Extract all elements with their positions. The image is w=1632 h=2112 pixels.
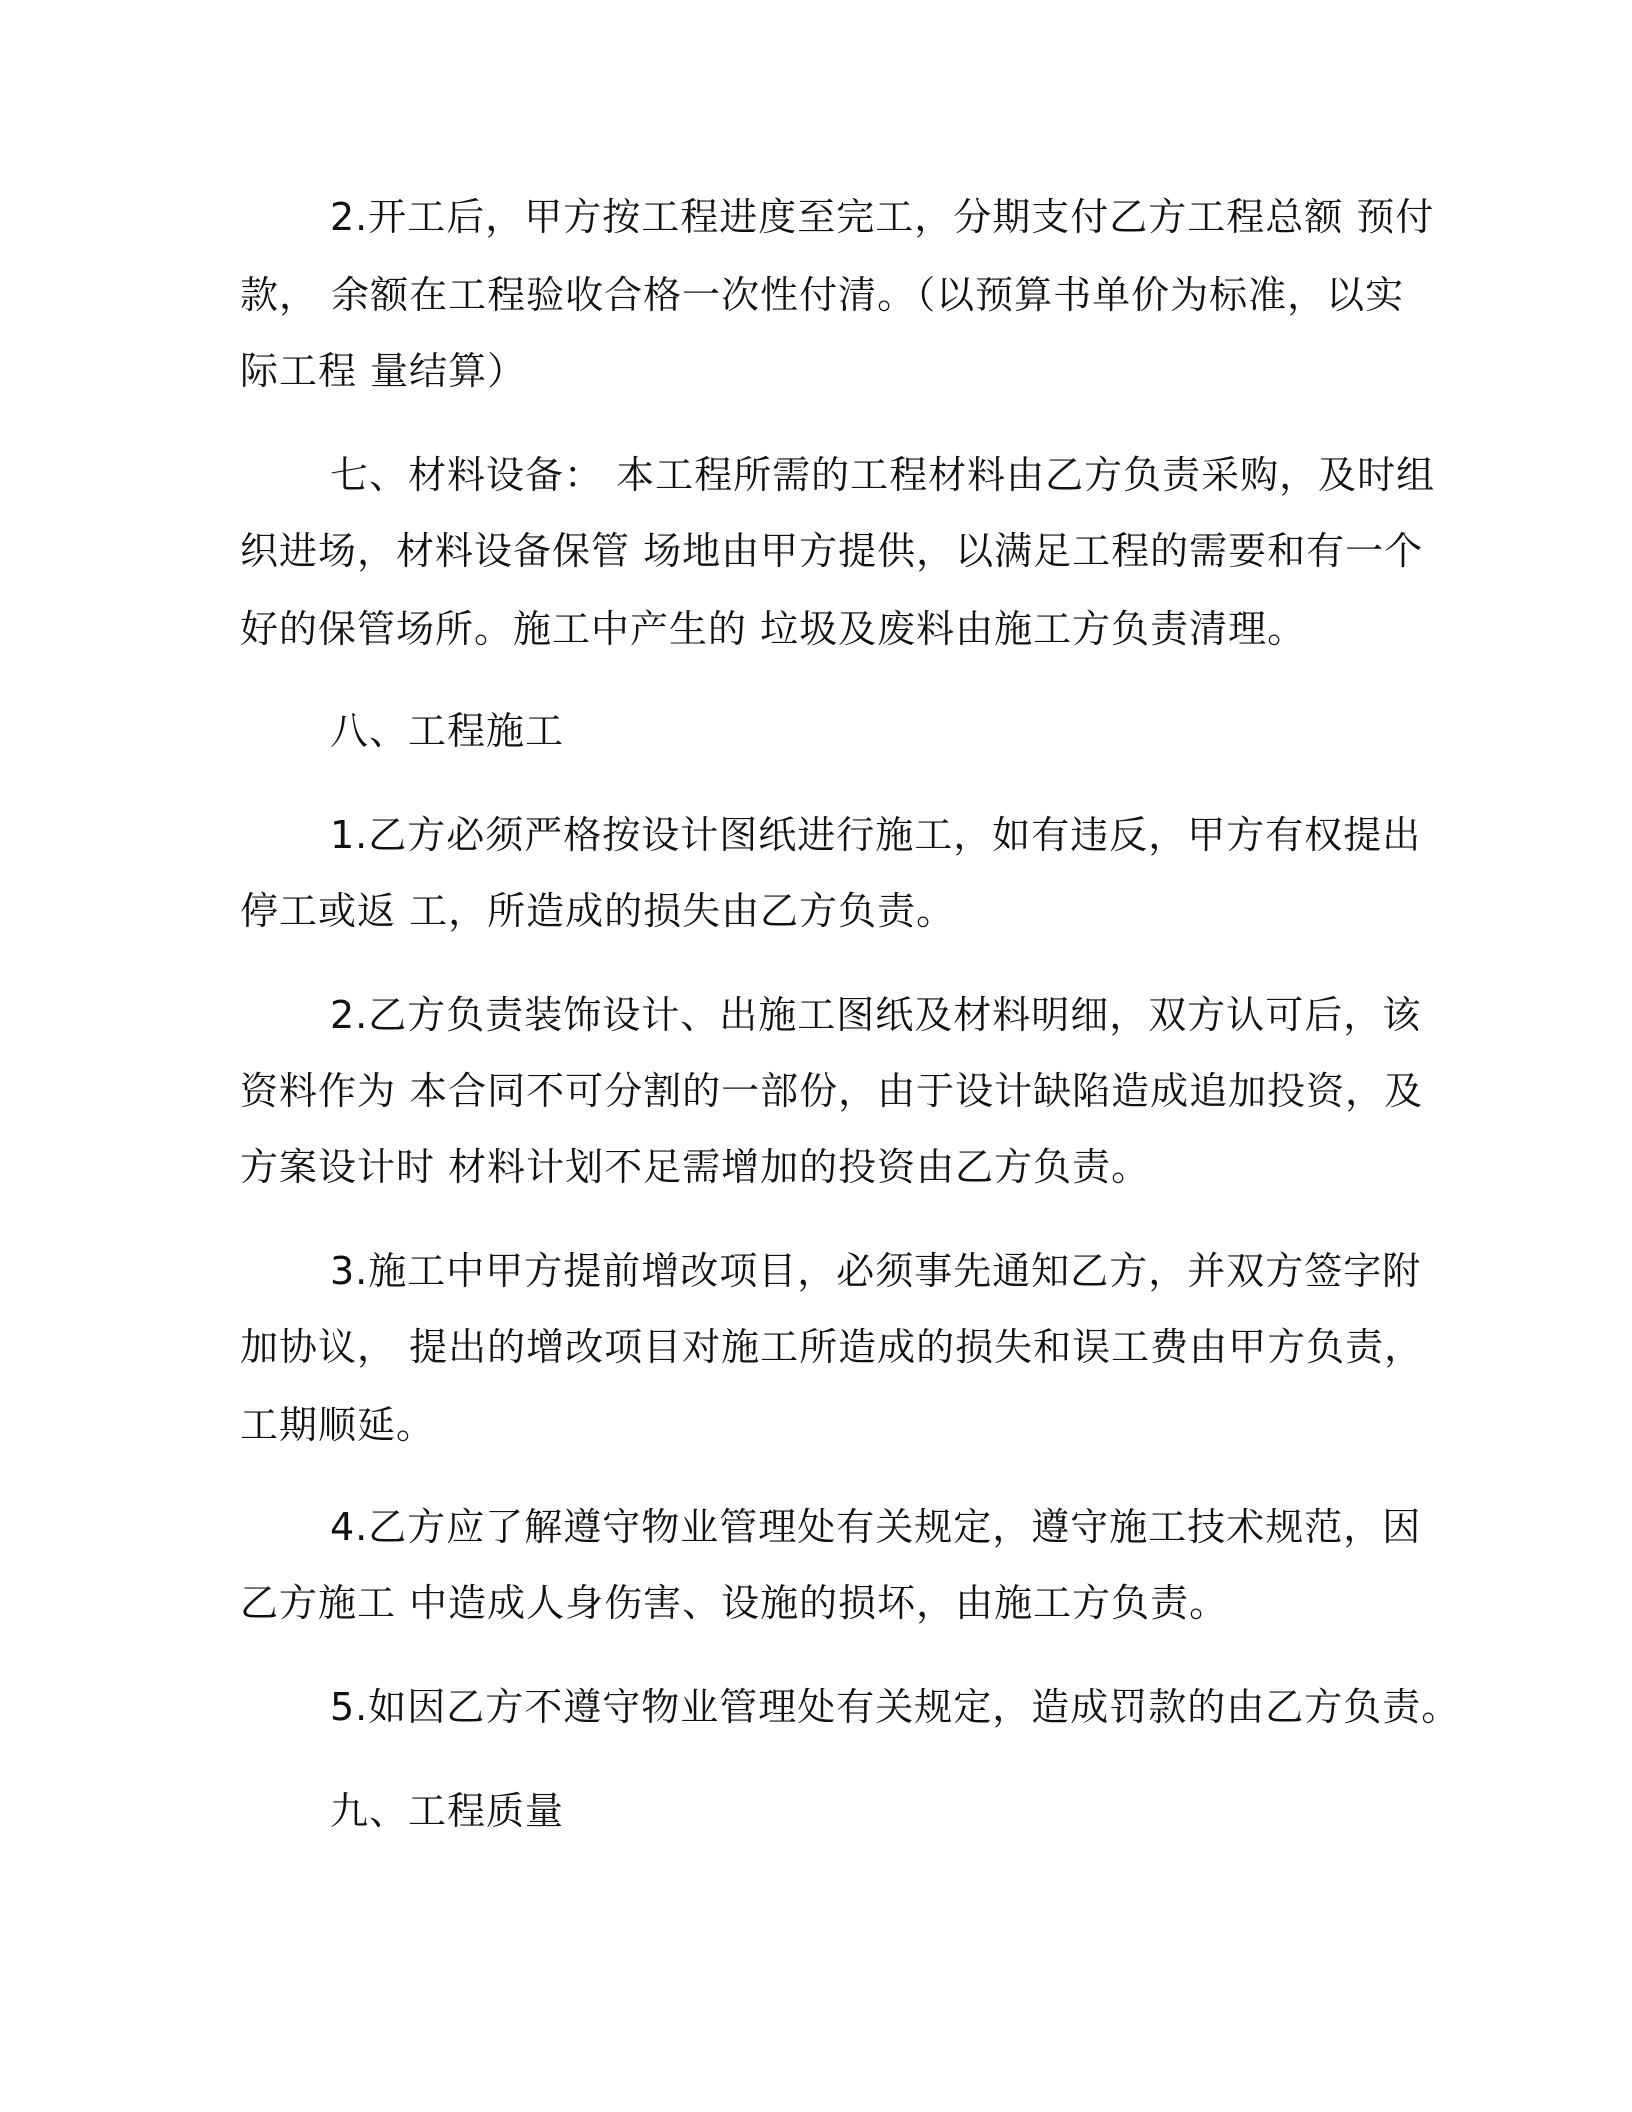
- text-line: 款， 余额在工程验收合格一次性付清。（以预算书单价为标准，以实: [240, 273, 1405, 317]
- text-line: 3.施工中甲方提前增改项目，必须事先通知乙方，并双方签字附: [330, 1249, 1422, 1293]
- text-line: 好的保管场所。施工中产生的 垃圾及废料由施工方负责清理。: [240, 607, 1307, 651]
- text-line: 1.乙方必须严格按设计图纸进行施工，如有违反，甲方有权提出: [330, 813, 1422, 857]
- text-line: 4.乙方应了解遵守物业管理处有关规定，遵守施工技术规范，因: [330, 1505, 1422, 1549]
- text-line: 资料作为 本合同不可分割的一部份，由于设计缺陷造成追加投资，及: [240, 1069, 1424, 1113]
- section-heading: 九、工程质量: [330, 1789, 565, 1833]
- text-line: 际工程 量结算）: [240, 349, 527, 393]
- text-line: 停工或返 工，所造成的损失由乙方负责。: [240, 889, 956, 933]
- text-line: 加协议， 提出的增改项目对施工所造成的损失和误工费由甲方负责，: [240, 1325, 1424, 1369]
- text-line: 2.乙方负责装饰设计、出施工图纸及材料明细，双方认可后，该: [330, 993, 1422, 1037]
- text-line: 5.如因乙方不遵守物业管理处有关规定，造成罚款的由乙方负责。: [330, 1685, 1461, 1729]
- text-line: 方案设计时 材料计划不足需增加的投资由乙方负责。: [240, 1145, 1151, 1189]
- text-line: 工期顺延。: [240, 1403, 436, 1447]
- text-line: 七、材料设备： 本工程所需的工程材料由乙方负责采购，及时组: [330, 453, 1436, 497]
- text-line: 2.开工后，甲方按工程进度至完工，分期支付乙方工程总额 预付: [330, 195, 1435, 239]
- text-line: 乙方施工 中造成人身伤害、设施的损坏，由施工方负责。: [240, 1581, 1229, 1625]
- text-line: 织进场，材料设备保管 场地由甲方提供，以满足工程的需要和有一个: [240, 529, 1424, 573]
- section-heading: 八、工程施工: [330, 709, 565, 753]
